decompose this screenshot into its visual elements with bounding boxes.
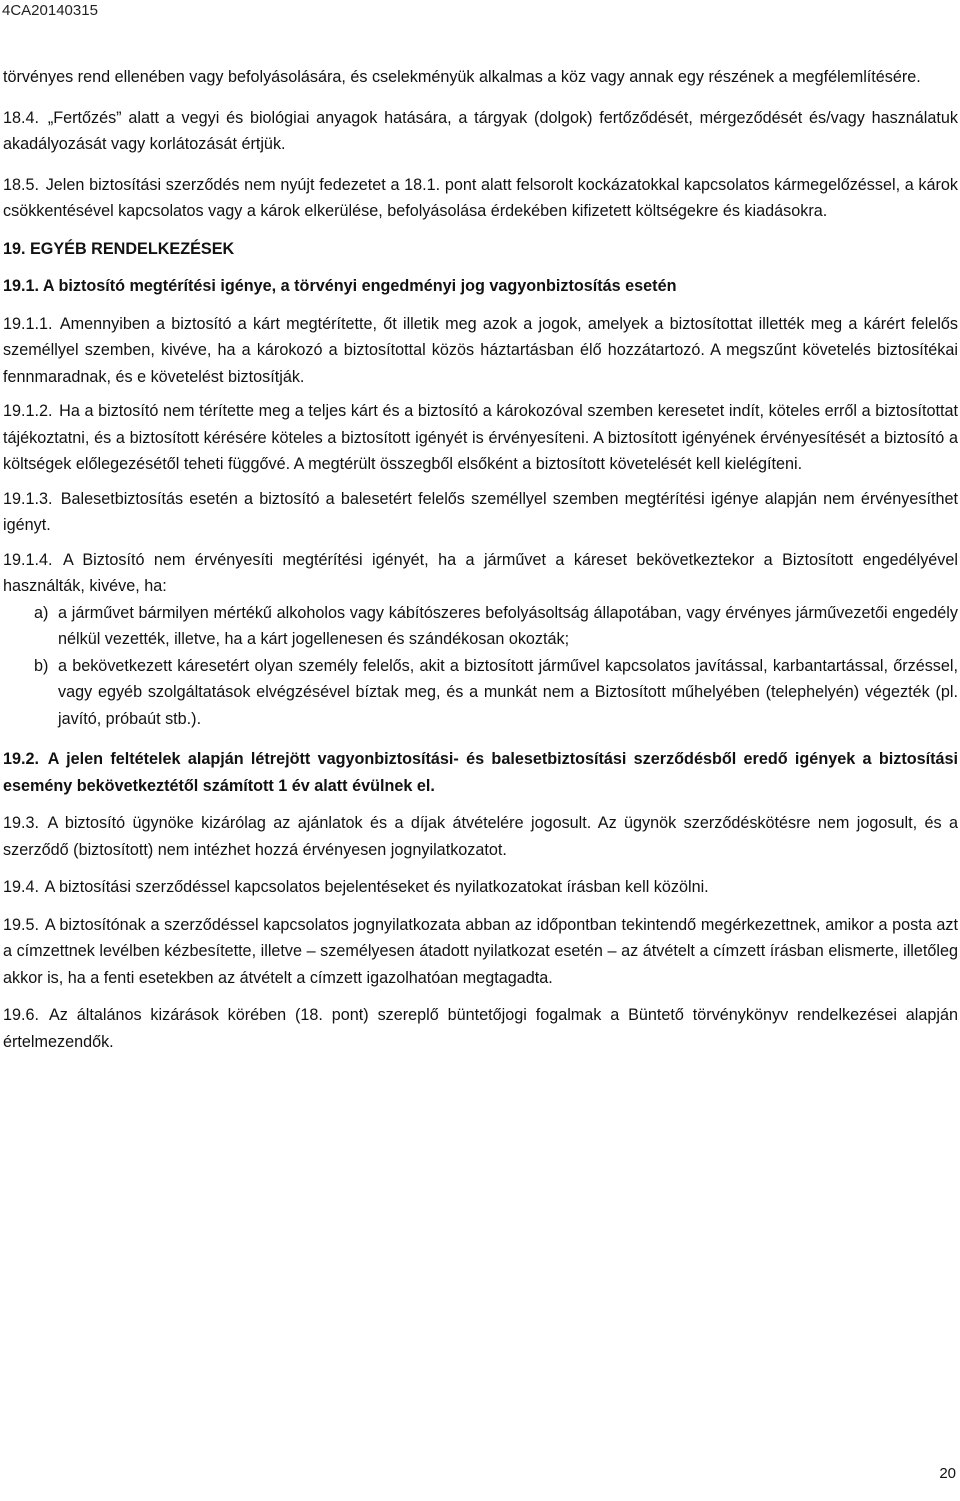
clause-text: Amennyiben a biztosító a kárt megtérítette, őt illetik meg azok a jogok, amelyek a biztosítottat illették meg a kárért felelős személlyel szemben, kivéve, ha a károkozó a biztosítottal közös háztartásban élő hozzátartozó. A megszűnt követelés biztosítékai fennmaradnak, és e követelést biztosítják. (3, 314, 958, 386)
clause-number: 19.5. (3, 915, 40, 934)
clause-number: 19.1.4. (3, 550, 53, 569)
clause-number: 19.1.2. (3, 402, 53, 420)
document-id: 4CA20140315 (2, 2, 98, 19)
section-heading-19-1: 19.1. A biztosító megtérítési igénye, a törvényi engedményi jog vagyonbiztosítás esetén (3, 277, 677, 295)
clause-text: A Biztosító nem érvényesíti megtérítési igényét, ha a járművet a káreset bekövetkeztekor a Biztosított engedélyével használták, kivéve, ha: (3, 550, 958, 595)
paragraph-19-5 (3, 912, 958, 992)
paragraph-19-1-4 (3, 547, 958, 600)
page-number: 20 (939, 1465, 956, 1482)
list-marker: b) (34, 656, 49, 675)
clause-number: 19.6. (3, 1006, 40, 1024)
clause-text: Ha a biztosító nem térítette meg a teljes kárt és a biztosító a károkozóval szemben keresetet indít, köteles erről a biztosítottat tájékoztatni, és a biztosított kérésére köteles a biztosított igényét is érvényesíteni. A biztosított igényének érvényesítését a biztosító a költségek előlegezésétől teheti függővé. A megtérült összegből elsőként a biztosított követelését kell kielégíteni. (3, 402, 958, 473)
paragraph-19-1-3 (3, 486, 958, 539)
exception-list (3, 600, 958, 733)
clause-text: Balesetbiztosítás esetén a biztosító a balesetért felelős személlyel szemben megtérítési igénye alapján nem érvényesíthet igényt. (3, 489, 958, 534)
clause-text: A biztosítónak a szerződéssel kapcsolatos jognyilatkozata abban az időpontban tekintendő megérkezettnek, amikor a posta azt a címzettnek levélben kézbesítette, illetve – személyesen átadott nyilatkozat esetén – az átvételt a címzett írásban elismerte, illetőleg akkor is, ha a fenti esetekben az átvételt a címzett igazolhatóan megtagadta. (3, 915, 958, 987)
clause-text: A biztosító ügynöke kizárólag az ajánlatok és a díjak átvételére jogosult. Az ügynök szerződéskötésre nem jogosult, és a szerződő (biztosított) nem intézhet hozzá érvényesen jognyilatkozatot. (3, 814, 958, 859)
paragraph-19-1-2 (3, 398, 958, 478)
paragraph-19-2 (3, 746, 958, 799)
clause-text: „Fertőzés” alatt a vegyi és biológiai anyagok hatására, a tárgyak (dolgok) fertőződését, mérgeződését és/vagy használatuk akadályozását vagy korlátozását értjük. (3, 108, 958, 153)
list-item (3, 600, 958, 653)
paragraph-19-1-1 (3, 311, 958, 391)
clause-number: 18.4. (3, 108, 40, 127)
clause-number: 19.2. (3, 750, 40, 768)
list-marker: a) (34, 603, 49, 622)
list-item-text: a járművet bármilyen mértékű alkoholos vagy kábítószeres befolyásoltság állapotában, vagy érvényes járművezetői engedély nélkül vezették, illetve, ha a kárt jogellenesen és szándékosan okozták; (58, 603, 958, 648)
paragraph-18-5 (3, 172, 958, 225)
paragraph-19-3 (3, 810, 958, 863)
section-heading-19: 19. EGYÉB RENDELKEZÉSEK (3, 239, 235, 258)
list-item-text: a bekövetkezett káresetért olyan személy felelős, akit a biztosított járművel kapcsolatos javítással, karbantartással, őrzéssel, vagy egyéb szolgáltatások elvégzésével bíztak meg, és a munkát nem a Biztosított műhelyében (telephelyén) végezték (pl. javító, próbaút stb.). (58, 656, 958, 728)
clause-number: 19.3. (3, 814, 40, 832)
clause-number: 19.1.3. (3, 489, 53, 508)
paragraph-continuation: törvényes rend ellenében vagy befolyásolására, és cselekményük alkalmas a köz vagy annak egy részének a megfélemlítésére. (3, 68, 921, 86)
clause-text: A biztosítási szerződéssel kapcsolatos bejelentéseket és nyilatkozatokat írásban kell közölni. (44, 878, 709, 896)
paragraph-19-4 (3, 874, 958, 901)
paragraph-18-4 (3, 105, 958, 158)
clause-text: Jelen biztosítási szerződés nem nyújt fedezetet a 18.1. pont alatt felsorolt kockázatokkal kapcsolatos kármegelőzéssel, a károk csökkentésével kapcsolatos vagy a károk elkerülése, befolyásolása érdekében kifizetett költségekre és kiadásokra. (3, 175, 959, 220)
clause-text: A jelen feltételek alapján létrejött vagyonbiztosítási- és balesetbiztosítási szerződésből eredő igények a biztosítási esemény bekövetkeztétől számított 1 év alatt évülnek el. (3, 750, 958, 795)
clause-text: Az általános kizárások körében (18. pont) szereplő büntetőjogi fogalmak a Büntető törvénykönyv rendelkezései alapján értelmezendők. (3, 1006, 958, 1051)
document-body (3, 64, 958, 1055)
clause-number: 19.4. (3, 878, 40, 896)
paragraph-19-6 (3, 1002, 958, 1055)
list-item (3, 653, 958, 733)
clause-number: 18.5. (3, 175, 40, 194)
clause-number: 19.1.1. (3, 314, 53, 333)
